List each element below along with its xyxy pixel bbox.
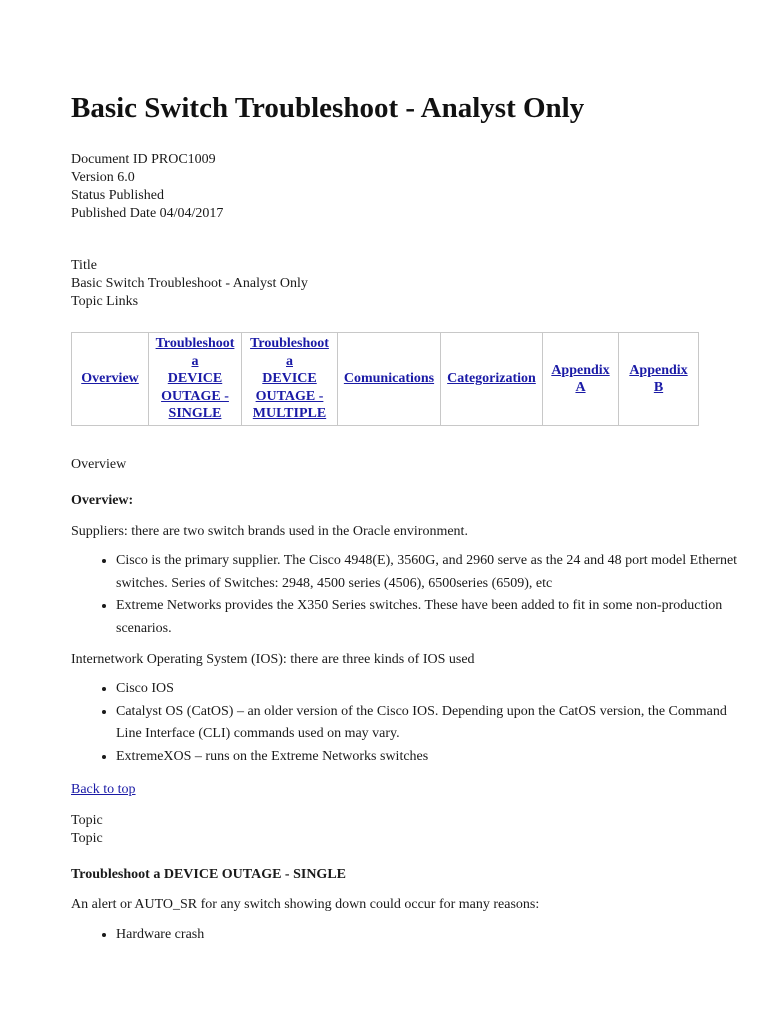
ios-list	[71, 678, 756, 768]
published-date: Published Date 04/04/2017	[71, 206, 224, 221]
topic-link-text: Overview	[81, 371, 139, 387]
overview-section-label: Overview	[71, 457, 127, 472]
page-title: Basic Switch Troubleshoot - Analyst Only	[71, 92, 585, 124]
topic-label: Topic	[71, 813, 103, 828]
document-id: Document ID PROC1009	[71, 152, 216, 167]
topic-link-text: DEVICE	[167, 371, 223, 387]
topic-link-cell	[441, 333, 543, 426]
document-meta	[71, 151, 223, 223]
document-status: Status Published	[71, 188, 164, 203]
suppliers-intro: Suppliers: there are two switch brands used in the Oracle environment.	[71, 524, 468, 539]
ios-intro: Internetwork Operating System (IOS): there are three kinds of IOS used	[71, 652, 475, 667]
topic-link[interactable]	[551, 363, 609, 396]
outage-intro: An alert or AUTO_SR for any switch showing down could occur for many reasons:	[71, 897, 540, 912]
topic-link-text: Appendix	[629, 362, 688, 378]
overview-heading: Overview:	[71, 493, 134, 508]
topic-link-text: Comunications	[343, 371, 435, 387]
topic-link-cell	[338, 333, 441, 426]
topic-link-cell	[543, 333, 619, 426]
topic-link-text: DEVICE	[262, 371, 317, 387]
topic-link-text: Troubleshoot	[250, 336, 329, 352]
title-label: Title	[71, 258, 97, 273]
topic-link[interactable]	[81, 371, 139, 386]
topic-links-label: Topic Links	[71, 294, 139, 309]
topic-links-row	[72, 333, 699, 426]
topic-link[interactable]	[250, 336, 329, 421]
document-version: Version 6.0	[71, 170, 135, 185]
list-item: • Hardware crash	[116, 924, 756, 947]
topic-link[interactable]	[344, 371, 434, 386]
title-value: Basic Switch Troubleshoot - Analyst Only	[71, 276, 308, 291]
topic-link-text: A	[575, 380, 586, 395]
title-block	[71, 257, 308, 311]
list-item: • Cisco is the primary supplier. The Cisco 4948(E), 3560G, and 2960 serve as the 24 and 48 port model Ethernet switches. Series of Switches: 2948, 4500 series (4506), 6500series (6509), etc	[116, 550, 756, 595]
topic-link-text: Troubleshoot	[155, 336, 235, 352]
topic-label: Topic	[71, 831, 103, 846]
topic-link-text: a	[286, 353, 293, 369]
topic-link-text: MULTIPLE	[252, 406, 327, 422]
section-heading-outage-single: Troubleshoot a DEVICE OUTAGE - SINGLE	[71, 867, 346, 882]
topic-link[interactable]	[629, 363, 687, 396]
suppliers-list	[71, 550, 756, 640]
topic-link-cell	[149, 333, 242, 426]
list-item: • ExtremeXOS – runs on the Extreme Networks switches	[116, 746, 756, 769]
topic-link[interactable]	[156, 336, 235, 421]
back-to-top-link[interactable]: Back to top	[71, 782, 136, 797]
topic-link-cell	[242, 333, 338, 426]
topic-links-table	[71, 332, 699, 426]
topic-link-cell	[72, 333, 149, 426]
topic-link-text: OUTAGE -	[255, 388, 324, 404]
topic-link-text: Appendix	[551, 362, 610, 378]
list-item: • Catalyst OS (CatOS) – an older version of the Cisco IOS. Depending upon the CatOS version, the Command Line Interface (CLI) commands used on may vary.	[116, 701, 756, 746]
topic-link-cell	[619, 333, 699, 426]
list-item: • Cisco IOS	[116, 678, 756, 701]
topic-link-text: OUTAGE -	[161, 388, 229, 404]
list-item: • Extreme Networks provides the X350 Series switches. These have been added to fit in some non-production scenarios.	[116, 595, 756, 640]
topic-link-text: Categorization	[447, 371, 536, 387]
outage-reasons-list	[71, 924, 756, 947]
topic-link-text: SINGLE	[168, 406, 222, 422]
topic-link[interactable]	[447, 371, 536, 386]
topic-link-text: B	[653, 380, 664, 395]
topic-link-text: a	[191, 353, 199, 369]
